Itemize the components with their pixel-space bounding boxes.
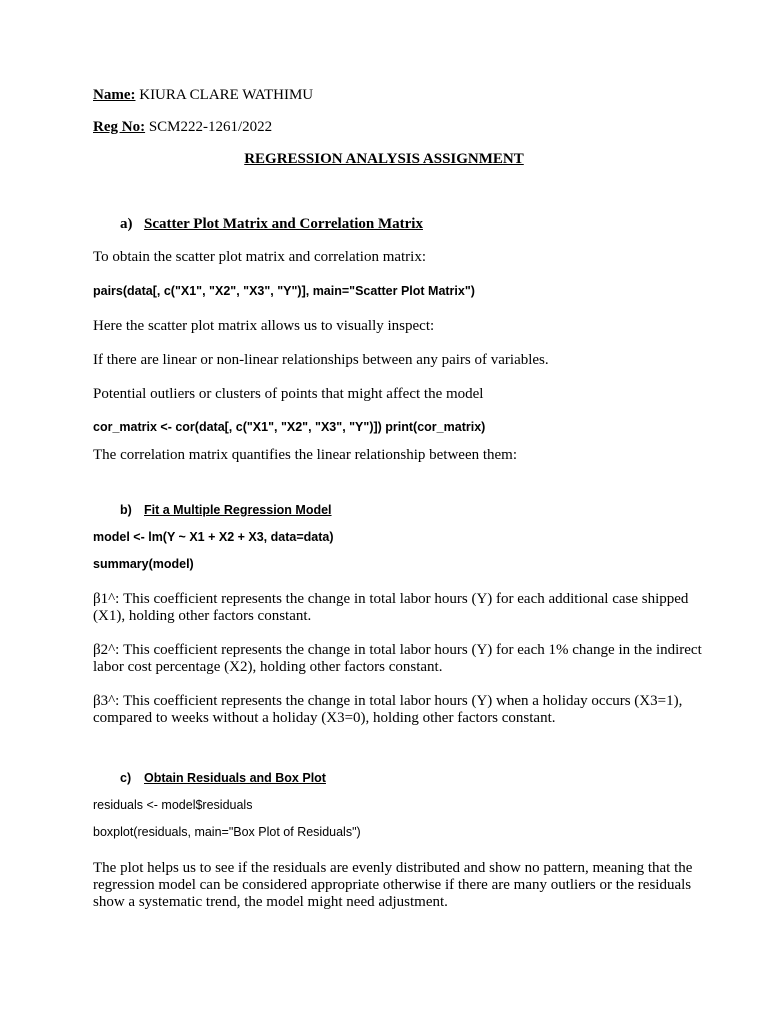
- section-c-heading: [120, 771, 326, 785]
- section-a-paragraph-4: The correlation matrix quantifies the linear relationship between them:: [93, 447, 518, 463]
- reg-no-label: Reg No:: [93, 119, 146, 135]
- code-model: model <- lm(Y ~ X1 + X2 + X3, data=data): [93, 530, 334, 544]
- code-summary: summary(model): [93, 557, 194, 571]
- section-c-title: Obtain Residuals and Box Plot: [144, 771, 326, 785]
- section-a-title: Scatter Plot Matrix and Correlation Matrix: [144, 216, 423, 232]
- reg-no-line: [93, 119, 708, 136]
- beta3-paragraph: β3^: This coefficient represents the change in total labor hours (Y) when a holiday occurs (X3=1), compared to weeks without a holiday (X3=0), holding other factors constant.: [93, 693, 683, 726]
- reg-no-value: SCM222-1261/2022: [148, 119, 273, 135]
- code-boxplot: boxplot(residuals, main="Box Plot of Residuals"): [93, 825, 361, 839]
- document-title: REGRESSION ANALYSIS ASSIGNMENT: [244, 151, 524, 167]
- name-label: Name:: [93, 87, 136, 103]
- section-b-marker: b): [120, 503, 132, 517]
- section-c-marker: c): [120, 771, 132, 785]
- section-b-title: Fit a Multiple Regression Model: [144, 503, 332, 517]
- section-a-paragraph-2: If there are linear or non-linear relationships between any pairs of variables.: [93, 352, 549, 368]
- section-a-paragraph-3: Potential outliers or clusters of points that might affect the model: [93, 386, 484, 402]
- section-c-paragraph: The plot helps us to see if the residuals are evenly distributed and show no pattern, meaning that the regression model can be considered appropriate otherwise if there are many outliers or the residuals show a systematic trend, the model might need adjustment.: [93, 860, 693, 910]
- section-b-heading: [120, 503, 332, 517]
- section-a-heading: [120, 216, 423, 233]
- section-a-marker: a): [120, 216, 133, 232]
- code-residuals: residuals <- model$residuals: [93, 798, 253, 812]
- name-value: KIURA CLARE WATHIMU: [139, 87, 314, 103]
- section-a-intro: To obtain the scatter plot matrix and correlation matrix:: [93, 249, 427, 265]
- beta1-paragraph: β1^: This coefficient represents the change in total labor hours (Y) for each additional case shipped (X1), holding other factors constant.: [93, 591, 689, 624]
- name-line: [93, 87, 708, 104]
- beta2-paragraph: β2^: This coefficient represents the change in total labor hours (Y) for each 1% change in the indirect labor cost percentage (X2), holding other factors constant.: [93, 642, 702, 675]
- code-pairs: pairs(data[, c("X1", "X2", "X3", "Y")], main="Scatter Plot Matrix"): [93, 284, 475, 298]
- section-a-paragraph-1: Here the scatter plot matrix allows us to visually inspect:: [93, 318, 435, 334]
- code-cor-matrix: cor_matrix <- cor(data[, c("X1", "X2", "X3", "Y")]) print(cor_matrix): [93, 420, 486, 434]
